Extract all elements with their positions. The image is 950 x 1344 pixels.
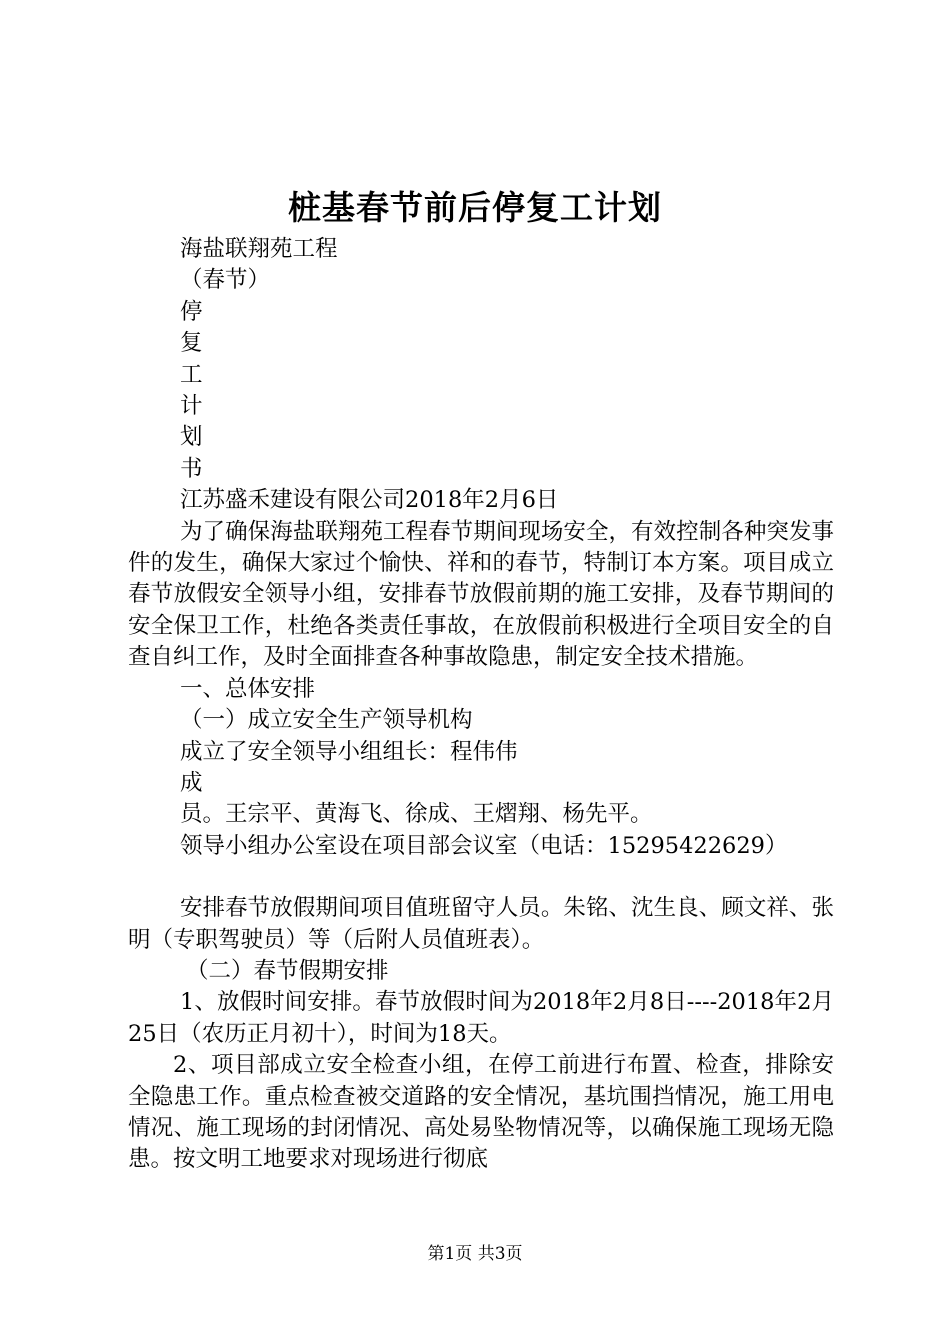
header-line-char-5: 划 — [180, 424, 203, 451]
office-line: 领导小组办公室设在项目部会议室（电话：15295422629） — [180, 832, 788, 859]
page-footer: 第1页 共3页 — [427, 1244, 523, 1264]
members-line: 员。王宗平、黄海飞、徐成、王熠翔、杨先平。 — [180, 801, 653, 828]
document-title: 桩基春节前后停复工计划 — [288, 188, 662, 227]
document-body — [128, 234, 834, 1176]
header-line-char-4: 计 — [180, 393, 203, 420]
header-line-char-6: 书 — [180, 455, 203, 482]
leader-line: 成立了安全领导小组组长：程伟伟 — [180, 738, 518, 765]
members-prefix: 成 — [180, 769, 203, 796]
subsection-heading-holiday: （二）春节假期安排 — [186, 957, 389, 984]
intro-paragraph: 为了确保海盐联翔苑工程春节期间现场安全，有效控制各种突发事件的发生，确保大家过个愉快、祥和的春节，特制订本方案。项目成立春节放假安全领导小组，安排春节放假前期的施工安排，及春节期间的安全保卫工作，杜绝各类责任事故，在放假前积极进行全项目安全的自查自纠工作，及时全面排查各种事故隐患，制定安全技术措施。 — [128, 518, 834, 671]
header-line-project: 海盐联翔苑工程 — [180, 236, 338, 262]
header-line-char-3: 工 — [180, 361, 203, 388]
holiday-item-2: 2、项目部成立安全检查小组，在停工前进行布置、检查，排除安全隐患工作。重点检查被交道路的安全情况，基坑围挡情况，施工用电情况、施工现场的封闭情况、高处易坠物情况等，以确保施工现场无隐患。按文明工地要求对现场进行彻底 — [128, 1052, 834, 1173]
header-line-spring-festival: （春节） — [180, 267, 271, 294]
header-line-company-date: 江苏盛禾建设有限公司2018年2月6日 — [180, 487, 559, 514]
subsection-heading-leadership: （一）成立安全生产领导机构 — [180, 707, 473, 734]
header-line-char-2: 复 — [180, 330, 203, 357]
holiday-item-1: 1、放假时间安排。春节放假时间为2018年2月8日----2018年2月25日（农历正月初十），时间为18天。 — [128, 989, 834, 1047]
header-line-char-1: 停 — [180, 298, 203, 325]
duty-paragraph: 安排春节放假期间项目值班留守人员。朱铭、沈生良、顾文祥、张明（专职驾驶员）等（后附人员值班表）。 — [128, 895, 834, 953]
blank-line — [128, 862, 834, 893]
section-heading-general: 一、总体安排 — [180, 675, 316, 702]
